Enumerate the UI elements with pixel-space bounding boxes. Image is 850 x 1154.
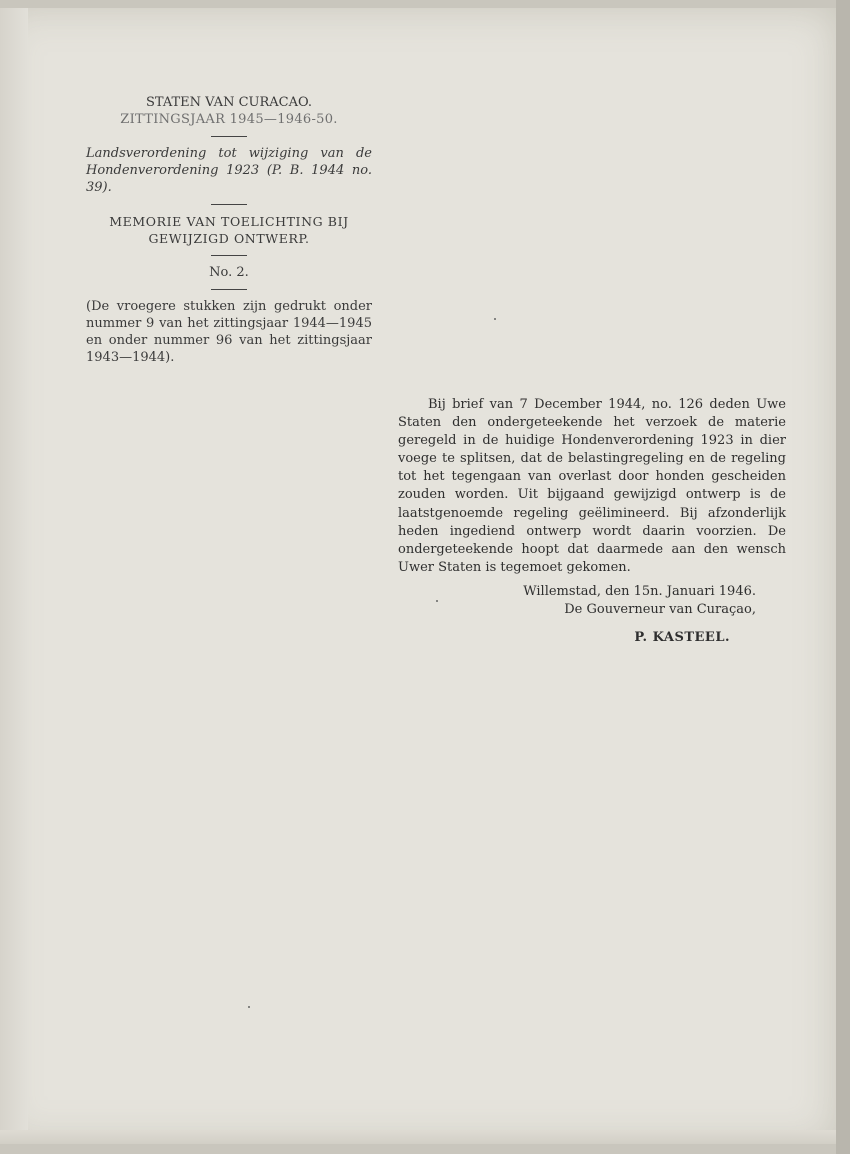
memorie-heading: MEMORIE VAN TOELICHTING BIJ GEWIJZIGD ONTWERP. xyxy=(109,214,349,246)
paper-speck xyxy=(436,600,438,602)
page-fold-left xyxy=(0,8,28,1144)
letter-paragraph: Bij brief van 7 December 1944, no. 126 deden Uwe Staten den ondergeteekende het verzoek de materie geregeld in de huidige Hondenverordening 1923 in dier voege te splitsen, dat de belastingregeling en de regeling tot het tegengaan van overlast door honden gescheiden zouden worden. Uit bijgaand gewijzigd ontwerp is de laatstgenoemde regeling geëlimineerd. Bij afzonderlijk heden ingediend ontwerp wordt daarin voorzien. De ondergeteekende hoopt dat daarmede aan den wensch Uwer Staten is tegemoet gekomen. xyxy=(398,397,786,575)
divider xyxy=(211,255,247,256)
signature-name: P. KASTEEL. xyxy=(634,630,730,646)
divider xyxy=(211,204,247,205)
divider xyxy=(211,289,247,290)
header-column xyxy=(86,94,372,366)
page-fold-bottom xyxy=(0,1130,836,1144)
paper-speck xyxy=(248,1006,250,1008)
header-title: STATEN VAN CURACAO. xyxy=(145,95,313,110)
signoff-block xyxy=(398,583,786,647)
governor-title: De Gouverneur van Curaçao, xyxy=(564,602,756,618)
paper-speck xyxy=(494,318,496,320)
place-date: Willemstad, den 15n. Januari 1946. xyxy=(523,583,756,599)
divider xyxy=(211,136,247,137)
previous-documents-note: (De vroegere stukken zijn gedrukt onder nummer 9 van het zittingsjaar 1944—1945 en onder nummer 96 van het zittingsjaar 1943—1944). xyxy=(86,299,372,365)
page-edge-right xyxy=(836,0,850,1154)
document-number: No. 2. xyxy=(209,265,249,280)
header-session-year: ZITTINGSJAAR 1945—1946-50. xyxy=(120,112,338,127)
letter-body xyxy=(398,396,786,647)
subject-text: Landsverordening tot wijziging van de Hondenverordening 1923 (P. B. 1944 no. 39). xyxy=(86,146,372,195)
